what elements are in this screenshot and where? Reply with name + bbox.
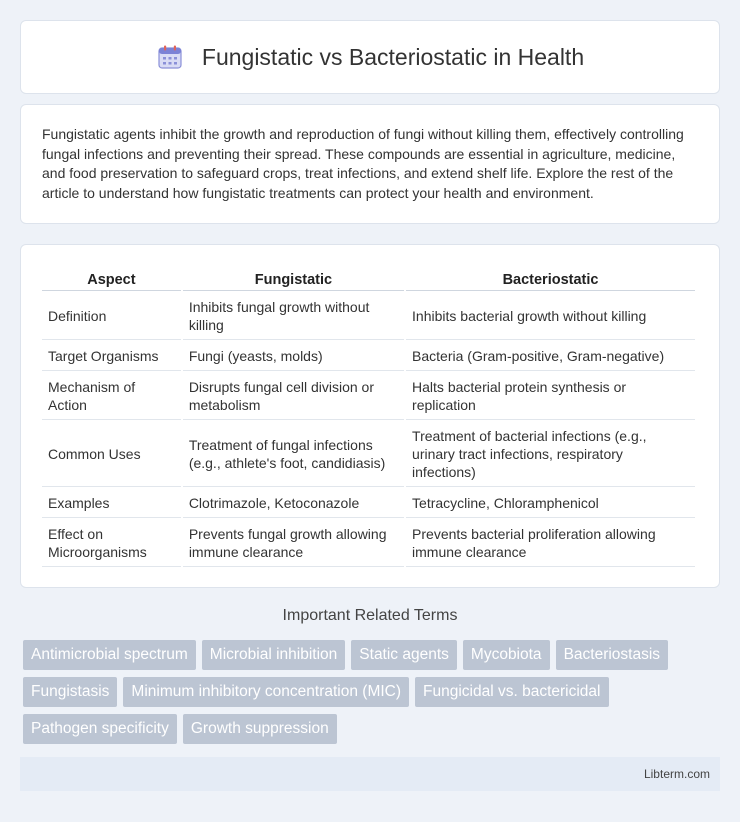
comparison-table-card xyxy=(20,244,720,588)
tag-microbial-inhibition[interactable]: Microbial inhibition xyxy=(202,640,346,670)
intro-card xyxy=(20,104,720,224)
table-cell: Effect on Microorganisms xyxy=(42,520,181,567)
tag-fungistasis[interactable]: Fungistasis xyxy=(23,677,117,707)
tag-fungicidal-vs-bactericidal[interactable]: Fungicidal vs. bactericidal xyxy=(415,677,608,707)
related-terms-tags xyxy=(23,640,723,751)
tag-row xyxy=(23,714,723,744)
footer-site-link[interactable]: Libterm.com xyxy=(643,767,710,781)
tag-mic[interactable]: Minimum inhibitory concentration (MIC) xyxy=(123,677,409,707)
tag-row xyxy=(23,677,723,707)
table-cell: Disrupts fungal cell division or metabolism xyxy=(183,373,404,420)
column-header-bacteriostatic: Bacteriostatic xyxy=(406,267,695,291)
column-header-fungistatic: Fungistatic xyxy=(183,267,404,291)
tag-mycobiota[interactable]: Mycobiota xyxy=(463,640,550,670)
table-cell: Mechanism of Action xyxy=(42,373,181,420)
table-cell: Examples xyxy=(42,489,181,518)
table-cell: Tetracycline, Chloramphenicol xyxy=(406,489,695,518)
table-cell: Bacteria (Gram-positive, Gram-negative) xyxy=(406,342,695,371)
related-terms-title: Important Related Terms xyxy=(282,607,458,624)
table-row xyxy=(42,373,695,420)
table-header-row xyxy=(42,267,695,291)
header xyxy=(156,43,584,71)
table-cell: Definition xyxy=(42,293,181,340)
page-title: Fungistatic vs Bacteriostatic in Health xyxy=(201,43,585,70)
tag-antimicrobial-spectrum[interactable]: Antimicrobial spectrum xyxy=(23,640,196,670)
table-row xyxy=(42,293,695,340)
table-cell: Common Uses xyxy=(42,422,181,487)
calendar-icon xyxy=(156,43,184,71)
tag-bacteriostasis[interactable]: Bacteriostasis xyxy=(556,640,668,670)
table-row xyxy=(42,520,695,567)
table-cell: Treatment of bacterial infections (e.g., urinary tract infections, respiratory infections) xyxy=(406,422,695,487)
table-cell: Prevents bacterial proliferation allowing immune clearance xyxy=(406,520,695,567)
table-cell: Target Organisms xyxy=(42,342,181,371)
table-cell: Clotrimazole, Ketoconazole xyxy=(183,489,404,518)
column-header-aspect: Aspect xyxy=(42,267,181,291)
footer xyxy=(20,757,720,791)
tag-row xyxy=(23,640,723,670)
tag-static-agents[interactable]: Static agents xyxy=(351,640,457,670)
table-cell: Inhibits fungal growth without killing xyxy=(183,293,404,340)
tag-pathogen-specificity[interactable]: Pathogen specificity xyxy=(23,714,177,744)
table-cell: Treatment of fungal infections (e.g., athlete's foot, candidiasis) xyxy=(183,422,404,487)
table-row xyxy=(42,422,695,487)
tag-growth-suppression[interactable]: Growth suppression xyxy=(183,714,337,744)
comparison-table xyxy=(40,265,697,569)
table-cell: Fungi (yeasts, molds) xyxy=(183,342,404,371)
intro-text: Fungistatic agents inhibit the growth and reproduction of fungi without killing them, effectively controlling fungal infections and preventing their spread. These compounds are essential in agriculture, medicine, and food preservation to safeguard crops, treat infections, and extend shelf life. Explore the rest of the article to understand how fungistatic treatments can protect your health and environment. xyxy=(42,126,684,201)
header-card xyxy=(20,20,720,94)
table-cell: Inhibits bacterial growth without killing xyxy=(406,293,695,340)
table-row xyxy=(42,342,695,371)
table-cell: Halts bacterial protein synthesis or replication xyxy=(406,373,695,420)
table-cell: Prevents fungal growth allowing immune clearance xyxy=(183,520,404,567)
table-row xyxy=(42,489,695,518)
